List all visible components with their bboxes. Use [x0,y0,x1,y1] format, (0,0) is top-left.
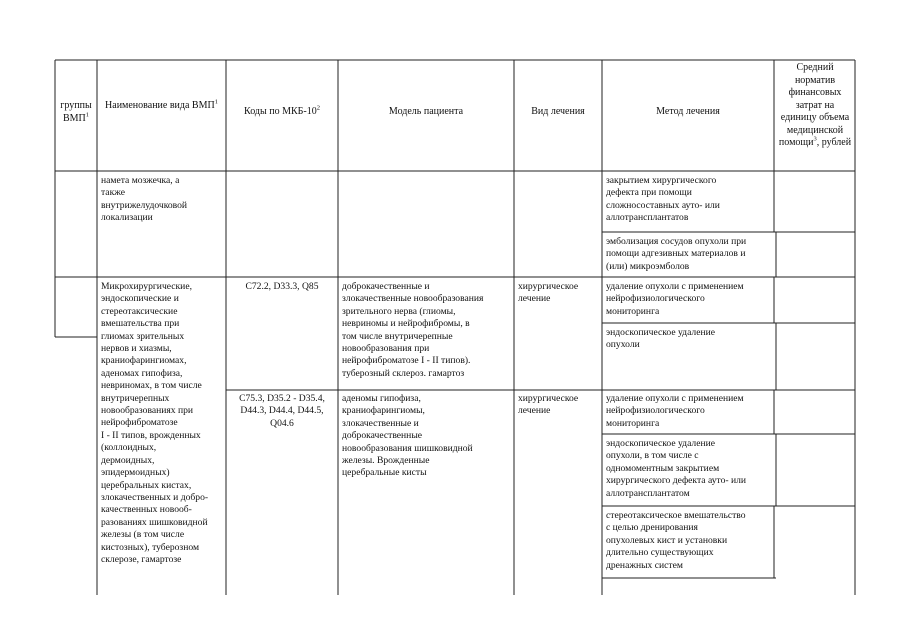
continuation-method-1: закрытием хирургического дефекта при помощи сложносоставных ауто- или аллотрансплантатов [606,175,720,224]
header-group-vmp: группы ВМП$^1$ [60,100,92,124]
main-name: Микрохирургические, эндоскопические и стереотаксические вмешательства при глиомах зрительных нервов и хиазмы, краниофарингиомах, аденомах гипофиза, невриномах, в том числе внутричерепных новообразованиях при нейрофиброматозе I - II типов, врожденных (коллоидных, дермоидных, эпидермоидных) церебральных кистах, злокачественных и добро- качественных новооб- разованиях шишковидной железы (в том числе кистозных), туберозном склерозе, гамартозе [101,281,209,565]
subgroup-2-method-2: эндоскопическое удаление опухоли, в том числе с одномоментным закрытием хирургического дефекта ауто- или аллотрансплантатом [606,438,747,499]
subgroup-2-method-1: удаление опухоли с применением нейрофизиологического мониторинга [606,393,744,429]
subgroup-2-treatment: хирургическое лечение [518,393,579,417]
subgroup-1-codes: C72.2, D33.3, Q85 [245,281,319,292]
header-icd-codes: Коды по МКБ-$10^2$ [244,104,320,117]
subgroup-1-method-1: удаление опухоли с применением нейрофизиологического мониторинга [606,281,744,317]
subgroup-1-model: доброкачественные и злокачественные новообразования зрительного нерва (глиомы, невриномы и нейрофибромы, в том числе внутричерепные новообразования при нейрофиброматозе I - II типов). туберозный склероз. гамартоз [342,281,484,379]
continuation-method-2: эмболизация сосудов опухоли при помощи адгезивных материалов и (или) микроэмболов [606,236,747,272]
subgroup-1-treatment: хирургическое лечение [518,281,579,305]
header-treatment-type: Вид лечения [531,106,585,117]
subgroup-2-method-3: стереотаксическое вмешательство с целью дренирования опухолевых кист и установки длительно существующих дренажных систем [606,510,746,571]
header-name-vmp: Наименование вида ВМП$^1$ [105,98,218,111]
header-patient-model: Модель пациента [388,106,464,117]
header-treatment-method: Метод лечения [656,106,720,117]
header-avg-cost: Средний норматив финансовых затрат на единицу объема медицинской помощи$^3$, рублей [778,62,852,148]
subgroup-1-method-2: эндоскопическое удаление опухоли [606,327,715,351]
subgroup-2-codes: C75.3, D35.2 - D35.4, D44.3, D44.4, D44.5, Q04.6 [239,393,325,429]
subgroup-2-model: аденомы гипофиза, краниофарингиомы, злокачественные и доброкачественные новообразования шишковидной железы. Врожденные церебральные кисты [342,393,473,479]
continuation-name: намета мозжечка, а также внутрижелудочковой локализации [101,175,188,224]
